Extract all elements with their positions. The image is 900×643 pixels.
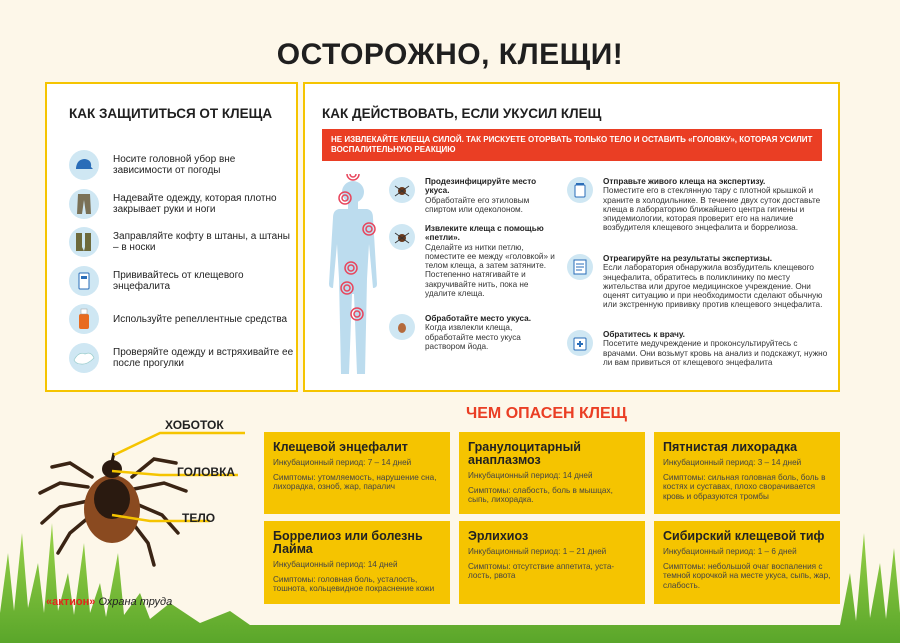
- protection-list: [69, 146, 297, 377]
- action-panel: [303, 82, 840, 392]
- list-item: Используйте репеллентные средства: [69, 300, 297, 339]
- brand-text: Охрана труда: [98, 596, 173, 608]
- pants-icon: [69, 189, 99, 219]
- action-title: КАК ДЕЙСТВОВАТЬ, ЕСЛИ УКУСИЛ КЛЕЩ: [322, 106, 602, 121]
- step-description: Посетите медучреждение и проконсультируйтесь с врачами. Они возьмут кровь на анализ и подскажут, нужно ли вам привиться от клещевого энцефалита: [603, 339, 828, 367]
- step-react-results: [567, 254, 829, 310]
- danger-title: ЧЕМ ОПАСЕН КЛЕЩ: [466, 405, 627, 422]
- step-title: Обработайте место укуса.: [425, 314, 531, 323]
- label-proboscis: ХОБОТОК: [165, 418, 224, 432]
- label-body: ТЕЛО: [182, 511, 216, 525]
- step-see-doctor: [567, 330, 829, 367]
- brand-logo: «актион»: [46, 596, 96, 608]
- document-icon: [567, 254, 593, 280]
- step-title: Отреагируйте на результаты экспертизы.: [603, 254, 773, 263]
- list-item: Носите головной убор вне зависимости от погоды: [69, 146, 297, 185]
- boots-icon: [69, 227, 99, 257]
- list-item: Надевайте одежду, которая плотно закрывает руки и ноги: [69, 185, 297, 224]
- disease-card-encephalitis: Клещевой энцефалит Инкубационный период: 7 – 14 дней Симптомы: утомляемость, нарушение сна, лихорадка, озноб, жар, паралич: [264, 432, 450, 514]
- step-description: Обработайте его этиловым спиртом или одеколоном.: [425, 195, 530, 214]
- jar-icon: [567, 177, 593, 203]
- step-treat-bite: [389, 314, 559, 351]
- step-description: Сделайте из нитки петлю, поместите ее между «головкой» и телом клеща, а затем затяните. Постепенно натягивайте и закручивайте нить, пока не удалите клеща.: [425, 242, 555, 299]
- step-title: Обратитесь к врачу.: [603, 330, 685, 339]
- step-extract: [389, 224, 559, 298]
- disease-card-ehrlichiosis: Эрлихиоз Инкубационный период: 1 – 21 дней Симптомы: отсутствие аппетита, уста-лость, рвота: [459, 521, 645, 604]
- human-body-illustration: [317, 174, 389, 379]
- disease-card-siberian-typhus: Сибирский клещевой тиф Инкубационный период: 1 – 6 дней Симптомы: небольшой очаг воспаления с темной корочкой на месте укуса, сыпь, жар, слабость.: [654, 521, 840, 604]
- list-item: Проверяйте одежду и встряхивайте ее после прогулки: [69, 339, 297, 378]
- repellent-icon: [69, 304, 99, 334]
- clothes-icon: [69, 343, 99, 373]
- step-description: Если лаборатория обнаружила возбудитель клещевого энцефалита, обратитесь в поликлинику по месту жительства или другое медицинское учреждение. Они оценят ситуацию и при необходимости сделают обычную или экстренную прививку против клещевого энцефалита.: [603, 263, 823, 310]
- disease-card-spotted-fever: Пятнистая лихорадка Инкубационный период: 3 – 14 дней Симптомы: сильная головная боль, боль в костях и суставах, плохо сворачивается кровь и образуются тромбы: [654, 432, 840, 514]
- tick-illustration: [30, 415, 250, 580]
- label-head: ГОЛОВКА: [177, 465, 236, 479]
- bite-icon: [389, 314, 415, 340]
- step-description: Когда извлекли клеща, обработайте место укуса раствором йода.: [425, 323, 521, 351]
- disease-card-borreliosis: Боррелиоз или болезнь Лайма Инкубационный период: 14 дней Симптомы: головная боль, усталость, тошнота, кольцевидное покраснение кожи: [264, 521, 450, 604]
- protection-panel: [45, 82, 298, 392]
- medical-kit-icon: [567, 330, 593, 356]
- page-title: ОСТОРОЖНО, КЛЕЩИ!: [276, 38, 624, 71]
- syringe-icon: [69, 266, 99, 296]
- step-title: Отправьте живого клеща на экспертизу.: [603, 177, 766, 186]
- protection-title: КАК ЗАЩИТИТЬСЯ ОТ КЛЕЩА: [69, 106, 273, 121]
- tick-icon: [389, 224, 415, 250]
- brand-footer: [46, 596, 172, 608]
- list-item: Прививайтесь от клещевого энцефалита: [69, 262, 297, 301]
- step-title: Продезинфицируйте место укуса.: [425, 177, 537, 196]
- step-description: Поместите его в стеклянную тару с плотной крышкой и храните в холодильнике. В течение двух суток доставьте клеща в лабораторию ближайшего центра гигиены и эпидемиологии, которая проверит его на наличие возбудителя клещевого энцефалита и боррелиоза.: [603, 186, 821, 233]
- tick-icon: [389, 177, 415, 203]
- step-disinfect: [389, 177, 559, 214]
- warning-banner: НЕ ИЗВЛЕКАЙТЕ КЛЕЩА СИЛОЙ. ТАК РИСКУЕТЕ ОТОРВАТЬ ТОЛЬКО ТЕЛО И ОСТАВИТЬ «ГОЛОВКУ», КОТОРАЯ УСИЛИТ ВОСПАЛИТЕЛЬНУЮ РЕАКЦИЮ: [322, 129, 822, 161]
- disease-card-anaplasmosis: Гранулоцитарный анаплазмоз Инкубационный период: 14 дней Симптомы: слабость, боль в мышцах, сыпь, лихорадка.: [459, 432, 645, 514]
- step-title: Извлеките клеща с помощью «петли».: [425, 224, 544, 243]
- step-send-expertise: [567, 177, 829, 233]
- list-item: Заправляйте кофту в штаны, а штаны – в носки: [69, 223, 297, 262]
- cap-icon: [69, 150, 99, 180]
